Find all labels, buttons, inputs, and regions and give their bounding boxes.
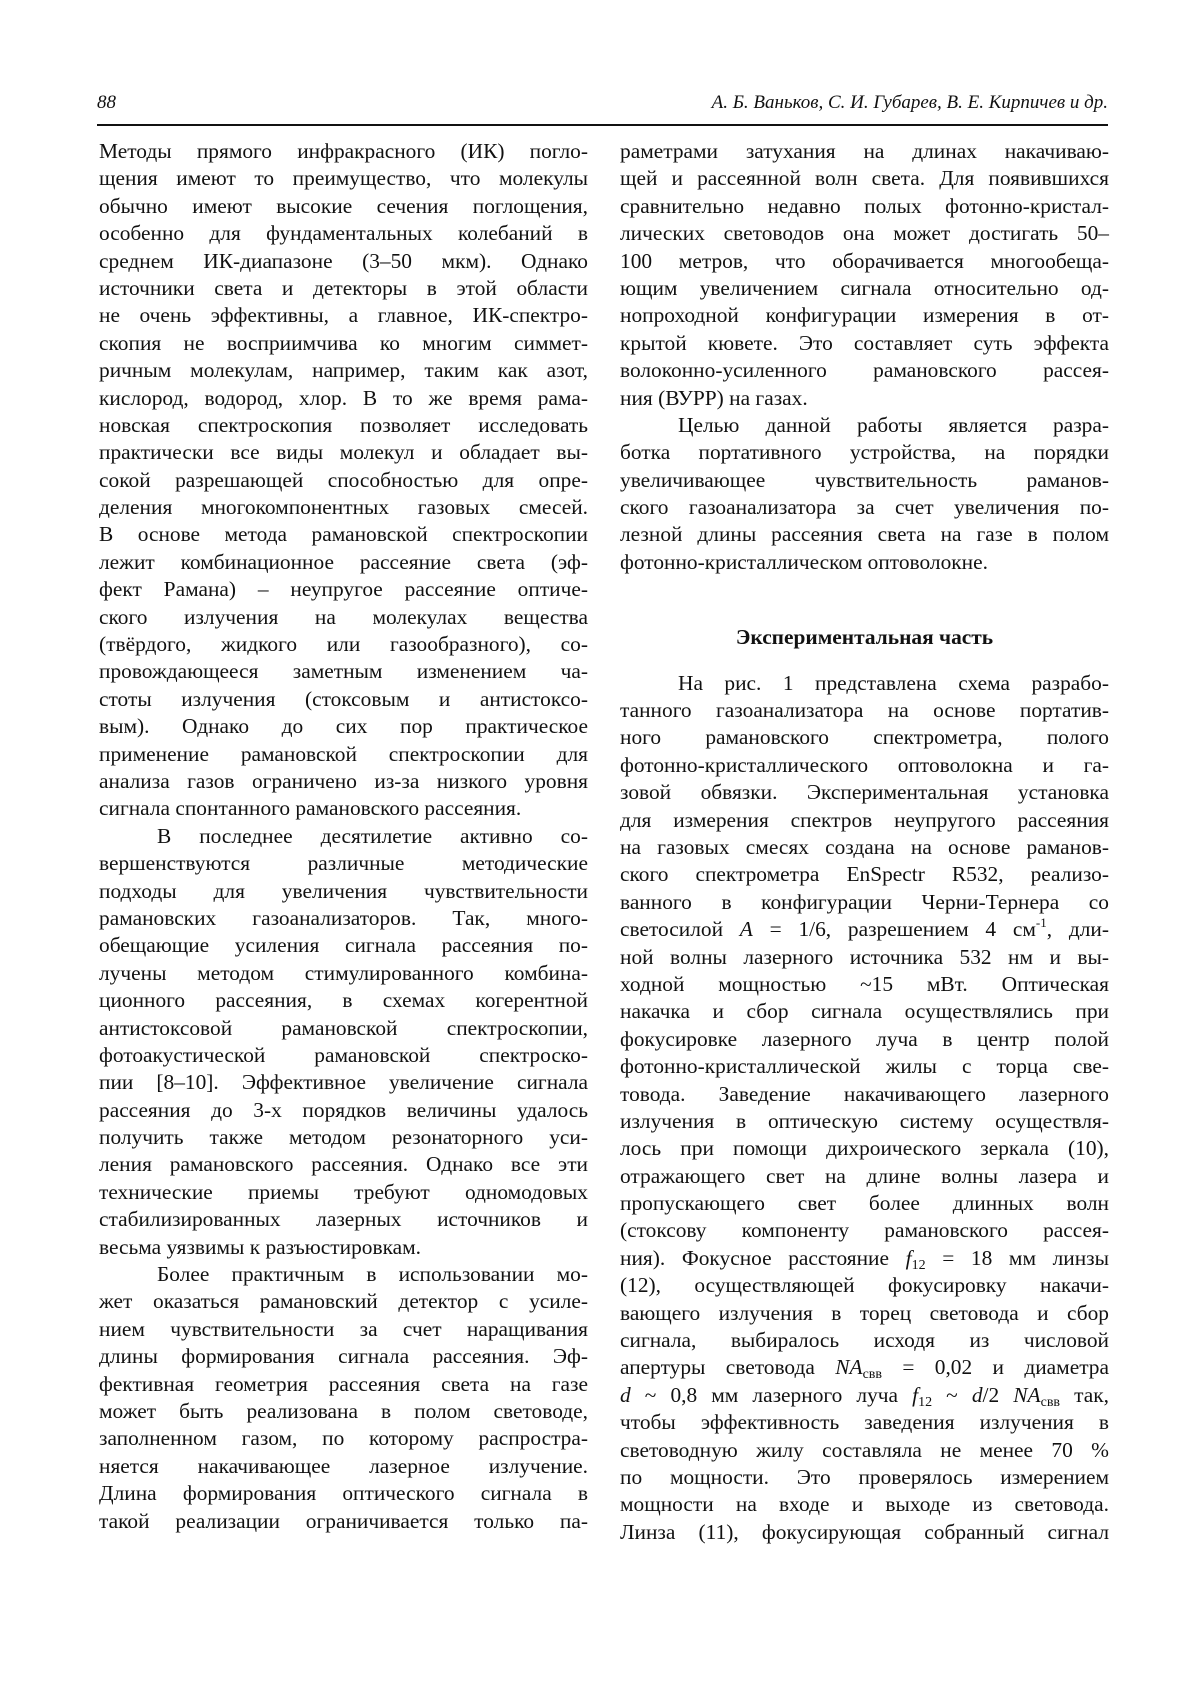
text-line: фотонно-кристаллической жилы с торца све- — [620, 1054, 1109, 1079]
running-header — [97, 92, 1108, 122]
text-line: заполненном газом, по которому распростра- — [99, 1426, 588, 1451]
text-span: светосилой — [620, 917, 740, 942]
section-heading: Экспериментальная часть — [735, 625, 994, 650]
text-line: Линза (11), фокусирующая собранный сигнал — [620, 1519, 1109, 1544]
text-line: рамановских газоанализаторов. Так, много- — [99, 905, 588, 930]
text-line: отражающего свет на длине волны лазера и — [620, 1163, 1109, 1188]
text-line: на газовых смесях создана на основе раманов- — [620, 834, 1109, 859]
text-line: ричным молекулам, например, таким как азот, — [99, 358, 588, 383]
text-line: ющим увеличением сигнала относительно од- — [620, 275, 1109, 300]
text-line: длины формирования сигнала рассеяния. Эф- — [99, 1344, 588, 1369]
text-line: Целью данной работы является разра- — [678, 412, 1109, 437]
text-line: няется накачивающее лазерное излучение. — [99, 1453, 588, 1478]
text-line: жет оказаться рамановский детектор с усиле- — [99, 1289, 588, 1314]
text-line: источники света и детекторы в этой области — [99, 275, 588, 300]
page-number: 88 — [97, 92, 116, 113]
text-line-formula — [620, 1245, 1109, 1272]
text-line: вающего излучения в торец световода и сбор — [620, 1300, 1109, 1325]
text-line: сокой разрешающей способностью для опре- — [99, 467, 588, 492]
text-line: Длина формирования оптического сигнала в — [99, 1481, 588, 1506]
text-line: ходной мощностью ~15 мВт. Оптическая — [620, 971, 1109, 996]
math-variable: NA — [835, 1355, 863, 1380]
subscript: 12 — [918, 1394, 933, 1410]
subscript: 12 — [911, 1257, 926, 1273]
text-line: излучения в оптическую систему осуществля- — [620, 1108, 1109, 1133]
text-line: ского газоанализатора за счет увеличения по- — [620, 495, 1109, 520]
text-span: так, — [1060, 1382, 1109, 1407]
math-variable: d — [971, 1382, 983, 1407]
text-line: рассеяния до 3-х порядков величины удалось — [99, 1097, 588, 1122]
text-line: лежит комбинационное рассеяние света (эф- — [99, 549, 588, 574]
text-line: ния (ВУРР) на газах. — [620, 385, 808, 410]
text-line: волоконно-усиленного рамановского рассея- — [620, 358, 1109, 383]
text-span: = 18 мм линзы — [925, 1245, 1110, 1270]
text-line: световодную жилу составляла не менее 70 % — [620, 1437, 1109, 1462]
math-variable: A — [739, 917, 753, 942]
text-line: технические приемы требуют одномодовых — [99, 1179, 588, 1204]
text-line: подходы для увеличения чувствительности — [99, 878, 588, 903]
section-spacer — [620, 576, 1109, 624]
text-span: = 1/6, разрешением 4 см — [752, 917, 1036, 942]
text-line: кислород, водород, хлор. В то же время рама- — [99, 385, 588, 410]
text-line: среднем ИК-диапазоне (3–50 мкм). Однако — [99, 248, 588, 273]
superscript: -1 — [1035, 915, 1047, 931]
text-line: не очень эффективны, а главное, ИК-спектро- — [99, 303, 588, 328]
text-line: Методы прямого инфракрасного (ИК) погло- — [99, 139, 588, 163]
text-line: ления рамановского рассеяния. Однако все эти — [99, 1152, 588, 1177]
text-line: щения имеют то преимущество, что молекулы — [99, 166, 588, 191]
text-line: новская спектроскопия позволяет исследовать — [99, 412, 588, 437]
text-line: ной волны лазерного источника 532 нм и вы- — [620, 944, 1109, 969]
text-line: На рис. 1 представлена схема разрабо- — [678, 670, 1109, 695]
text-line: фокусировке лазерного луча в центр полой — [620, 1026, 1109, 1051]
text-line: провождающееся заметным изменением ча- — [99, 659, 588, 684]
text-line: обычно имеют высокие сечения поглощения, — [99, 193, 588, 218]
text-line: ского излучения на молекулах вещества — [99, 604, 588, 629]
text-line-formula — [620, 1354, 1109, 1381]
text-line: (12), осуществляющей фокусировку накачи- — [620, 1273, 1109, 1298]
text-line: фотонно-кристаллическом оптоволокне. — [620, 549, 988, 574]
text-line: стабилизированных лазерных источников и — [99, 1207, 588, 1232]
text-line: для измерения спектров неупругого рассеяния — [620, 807, 1109, 832]
text-line-formula — [620, 1382, 1109, 1409]
text-line: практически все виды молекул и обладает вы- — [99, 440, 588, 465]
text-line: весьма уязвимы к разъюстировкам. — [99, 1234, 422, 1259]
text-line-formula — [620, 916, 1109, 943]
text-span: , дли- — [1046, 917, 1109, 942]
subscript: свв — [1040, 1394, 1061, 1410]
text-line: Более практичным в использовании мо- — [157, 1262, 588, 1287]
text-line: нопроходной конфигурации измерения в от- — [620, 303, 1109, 328]
math-variable: f — [912, 1382, 919, 1407]
text-line: В последнее десятилетие активно со- — [157, 823, 588, 848]
text-line: фект Рамана) – неупругое рассеяние оптиче- — [99, 577, 588, 602]
text-line: деления многокомпонентных газовых смесей. — [99, 495, 588, 520]
text-line: 100 метров, что оборачивается многообеща- — [620, 248, 1109, 273]
text-line: обещающие усиления сигнала рассеяния по- — [99, 933, 588, 958]
text-line: применение рамановской спектроскопии для — [99, 741, 588, 766]
text-line: лучены методом стимулированного комбина- — [99, 960, 588, 985]
text-line: товода. Заведение накачивающего лазерного — [620, 1081, 1109, 1106]
text-line: сравнительно недавно полых фотонно-кристал- — [620, 193, 1109, 218]
text-line: пропускающего свет более длинных волн — [620, 1191, 1109, 1216]
text-line: нием чувствительности за счет наращивания — [99, 1316, 588, 1341]
text-line: фективная геометрия рассеяния света на газе — [99, 1371, 588, 1396]
text-line: сигнала спонтанного рамановского рассеяния. — [99, 796, 522, 821]
subscript: свв — [862, 1367, 883, 1383]
text-line: ного рамановского спектрометра, полого — [620, 725, 1109, 750]
text-line: ванного в конфигурации Черни-Тернера со — [620, 889, 1109, 914]
left-column — [99, 138, 588, 1535]
text-line: лезной длины рассеяния света на газе в полом — [620, 522, 1109, 547]
text-line: фотоакустической рамановской спектроско- — [99, 1042, 588, 1067]
text-span: ~ 0,8 мм лазерного луча — [630, 1382, 913, 1407]
text-line: лось при помощи дихроического зеркала (10), — [620, 1136, 1109, 1161]
text-span: /2 — [982, 1382, 1014, 1407]
text-line: чтобы эффективность заведения излучения в — [620, 1410, 1109, 1435]
text-line: вым). Однако до сих пор практическое — [99, 714, 588, 739]
text-line: антистоксовой рамановской спектроскопии, — [99, 1015, 588, 1040]
text-span: ния). Фокусное расстояние — [620, 1245, 906, 1270]
text-line: особенно для фундаментальных колебаний в — [99, 221, 588, 246]
right-column — [620, 138, 1109, 1546]
text-line: ботка портативного устройства, на порядки — [620, 440, 1109, 465]
text-line: анализа газов ограничено из-за низкого уровня — [99, 768, 588, 793]
text-line: по мощности. Это проверялось измерением — [620, 1464, 1109, 1489]
text-line: (стоксову компоненту рамановского рассея- — [620, 1218, 1109, 1243]
text-line: накачка и сбор сигнала осуществлялись при — [620, 999, 1109, 1024]
text-line: танного газоанализатора на основе портатив- — [620, 698, 1109, 723]
text-line: увеличивающее чувствительность раманов- — [620, 467, 1109, 492]
text-line: ционного рассеяния, в схемах когерентной — [99, 988, 588, 1013]
text-line: щей и рассеянной волн света. Для появившихся — [620, 166, 1109, 191]
header-rule — [97, 124, 1108, 126]
text-line: лических световодов она может достигать 50– — [620, 221, 1109, 246]
text-line: сигнала, выбиралось исходя из числовой — [620, 1328, 1109, 1353]
text-line: мощности на входе и выходе из световода. — [620, 1492, 1109, 1517]
text-line: зовой обвязки. Экспериментальная установка — [620, 780, 1109, 805]
math-variable: f — [905, 1245, 912, 1270]
text-line: ского спектрометра EnSpectr R532, реализо- — [620, 862, 1109, 887]
text-line: раметрами затухания на длинах накачиваю- — [620, 139, 1109, 163]
text-line: крытой кювете. Это составляет суть эффекта — [620, 330, 1109, 355]
text-line: фотонно-кристаллического оптоволокна и га- — [620, 752, 1109, 777]
text-span: апертуры световода — [620, 1355, 836, 1380]
text-line: стоты излучения (стоксовым и антистоксо- — [99, 686, 588, 711]
math-variable: NA — [1013, 1382, 1041, 1407]
text-line: (твёрдого, жидкого или газообразного), со- — [99, 632, 588, 657]
text-line: такой реализации ограничивается только па- — [99, 1508, 588, 1533]
section-spacer — [620, 652, 1109, 670]
text-line: может быть реализована в полом световоде, — [99, 1398, 588, 1423]
math-variable: d — [620, 1382, 631, 1407]
running-header-authors: А. Б. Ваньков, С. И. Губарев, В. Е. Кирпичев и др. — [711, 92, 1108, 113]
text-line: пии [8–10]. Эффективное увеличение сигнала — [99, 1070, 588, 1095]
text-span: ~ — [932, 1382, 972, 1407]
text-line: В основе метода рамановской спектроскопии — [99, 522, 588, 547]
text-line: скопия не восприимчива ко многим симмет- — [99, 330, 588, 355]
text-line: получить также методом резонаторного уси- — [99, 1125, 588, 1150]
text-span: = 0,02 и диаметра — [882, 1355, 1109, 1380]
text-line: вершенствуются различные методические — [99, 851, 588, 876]
